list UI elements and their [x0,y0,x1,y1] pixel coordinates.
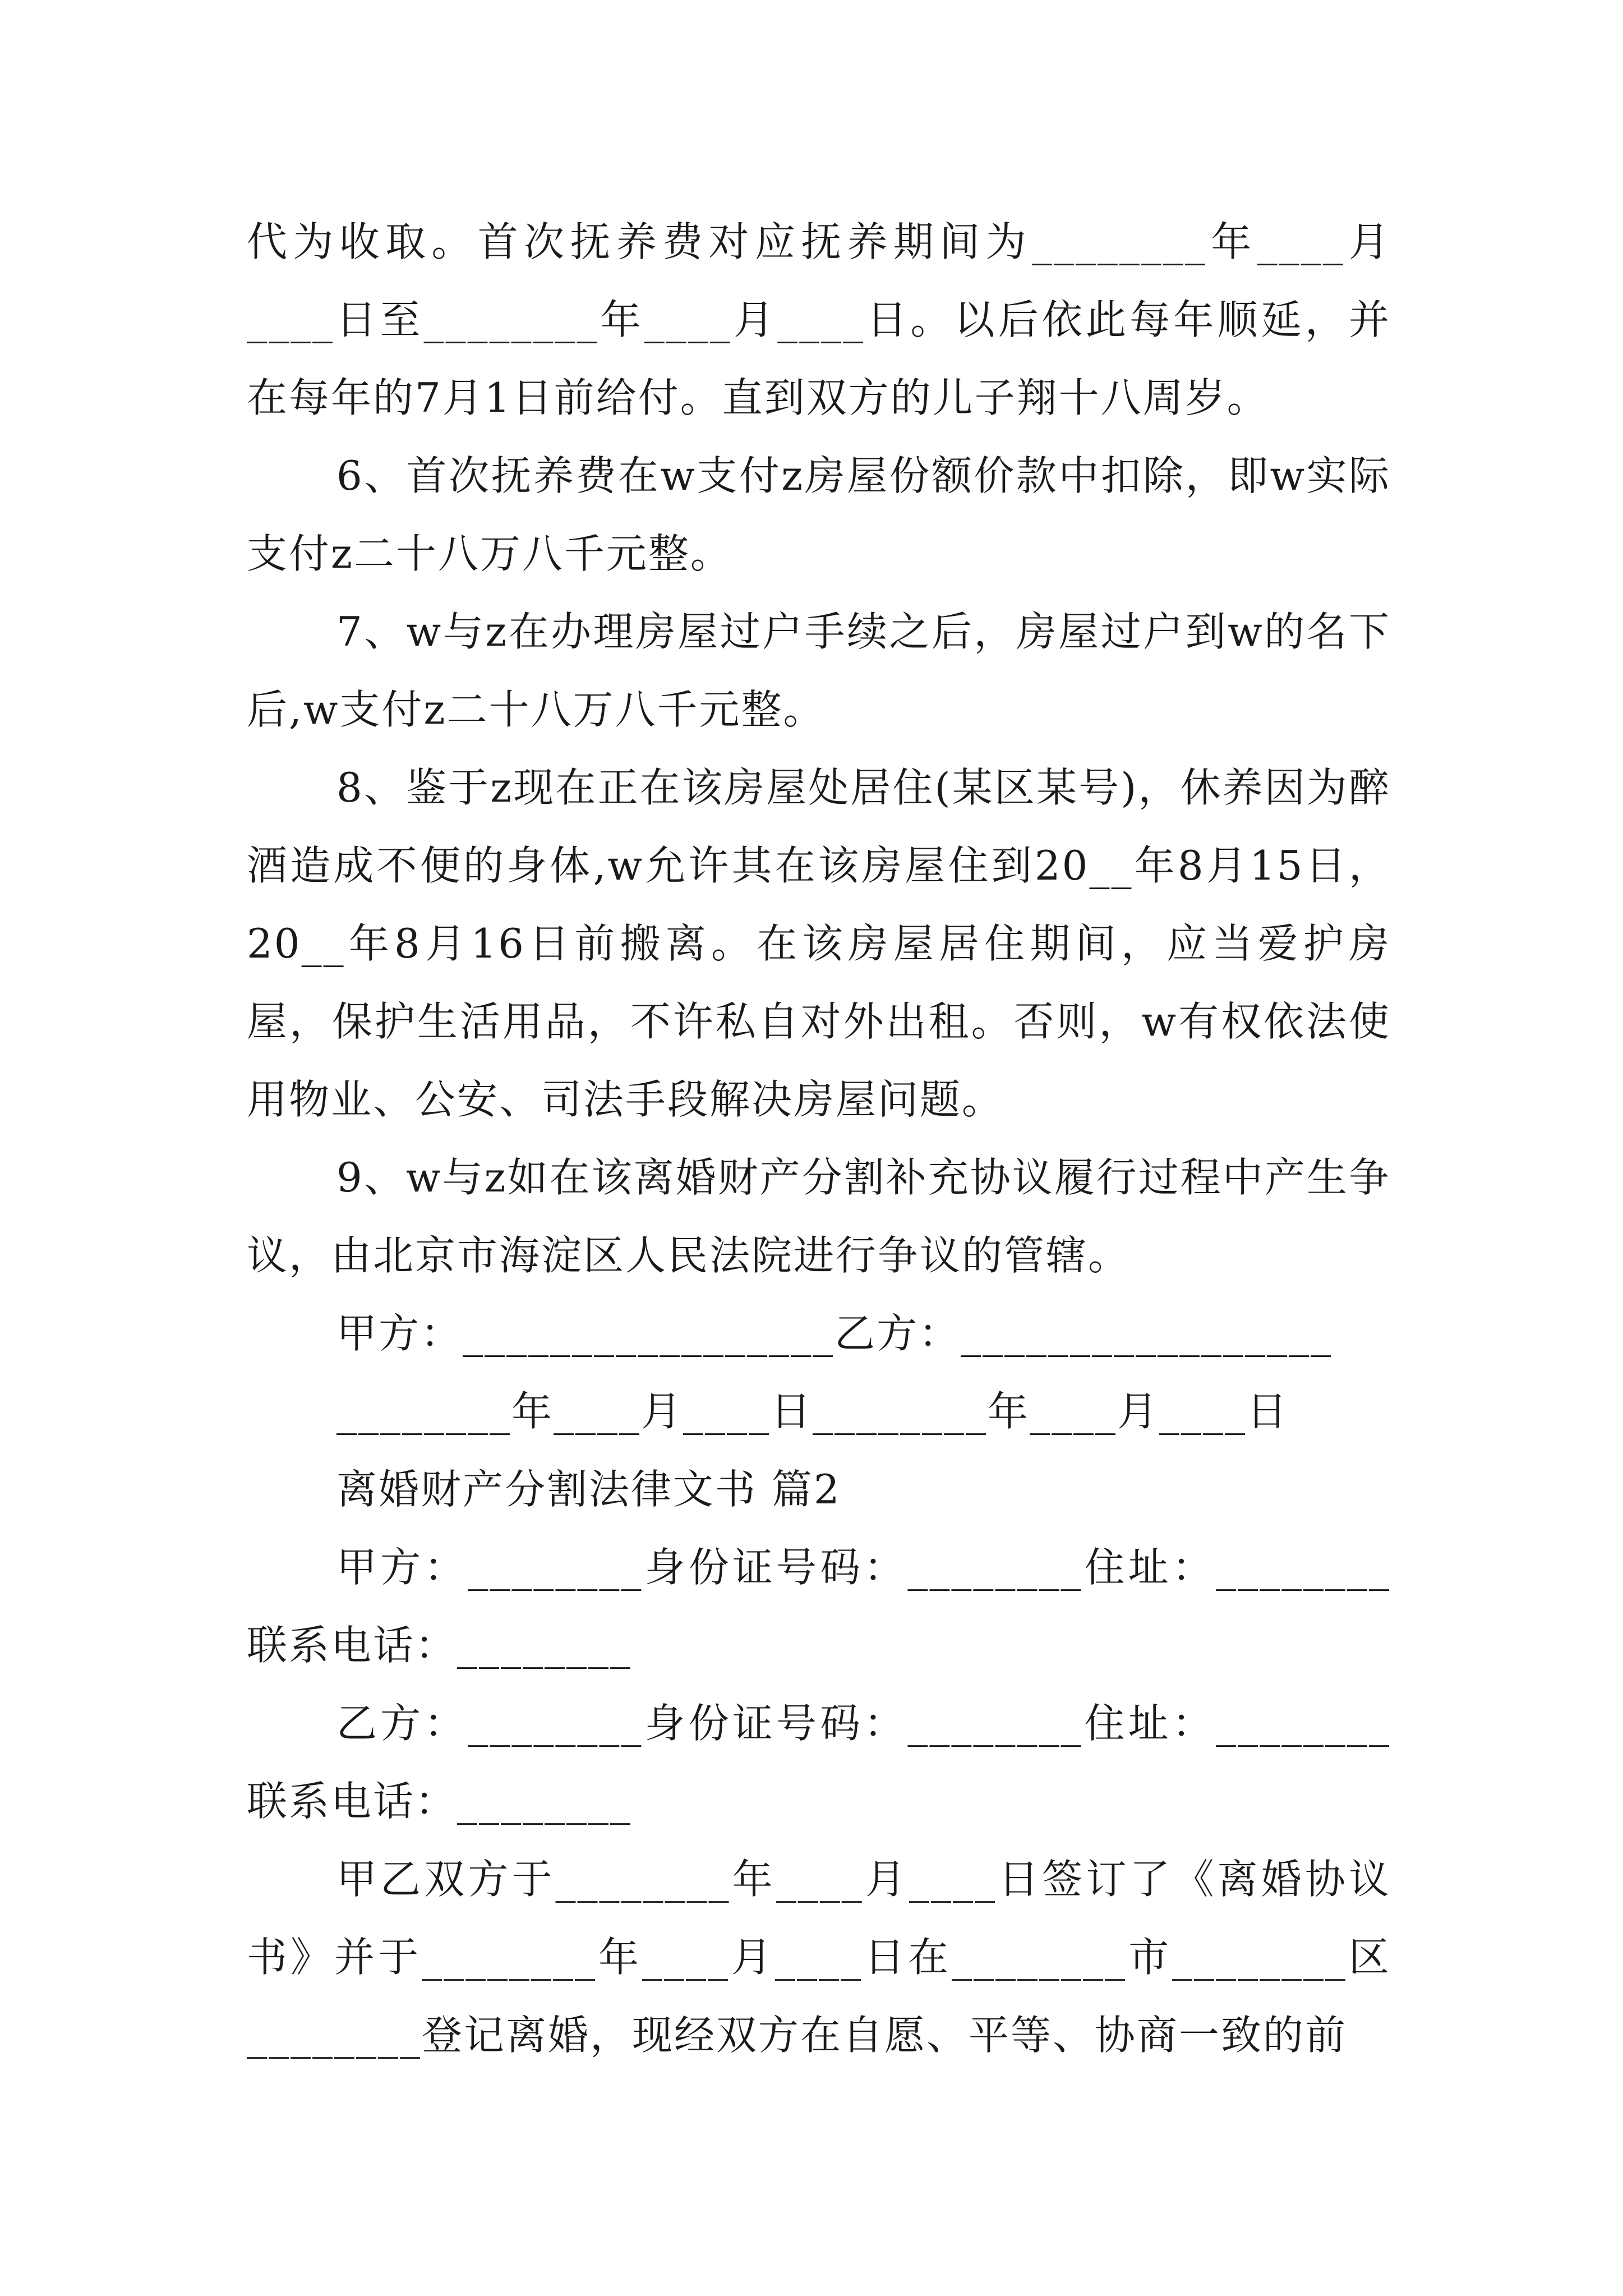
signature-line: 甲方：_________________乙方：_________________ [336,1310,1333,1357]
party-a-info: 甲方：________身份证号码：________住址：________联系电话：________ [247,1544,1391,1669]
party-b-info: 乙方：________身份证号码：________住址：________联系电话：________ [247,1700,1391,1825]
paragraph-clause-6: 6、首次抚养费在w支付z房屋份额价款中扣除，即w实际支付z二十八万八千元整。 [247,452,1391,577]
paragraph-clause-7: 7、w与z在办理房屋过户手续之后，房屋过户到w的名下后,w支付z二十八万八千元整。 [247,608,1391,733]
section-title: 离婚财产分割法律文书 篇2 [336,1466,841,1513]
paragraph-preamble: 甲乙双方于________年____月____日签订了《离婚协议书》并于________年____月____日在________市________区________登记离婚，现经双方在自愿、平等、协商一致的前 [247,1856,1391,2059]
paragraph-clause-9: 9、w与z如在该离婚财产分割补充协议履行过程中产生争议，由北京市海淀区人民法院进行争议的管辖。 [247,1154,1391,1279]
date-line: ________年____月____日________年____月____日 [336,1388,1289,1435]
paragraph-clause-8: 8、鉴于z现在正在该房屋处居住(某区某号)，休养因为醉酒造成不便的身体,w允许其在该房屋住到20__年8月15日，20__年8月16日前搬离。在该房屋居住期间，应当爱护房屋，保护生活用品，不许私自对外出租。否则，w有权依法使用物业、公安、司法手段解决房屋问题。 [247,764,1391,1123]
paragraph-child-support-period: 代为收取。首次抚养费对应抚养期间为________年____月____日至________年____月____日。以后依此每年顺延，并在每年的7月1日前给付。直到双方的儿子翔十八周岁。 [247,218,1391,421]
document-page [247,203,1391,2074]
